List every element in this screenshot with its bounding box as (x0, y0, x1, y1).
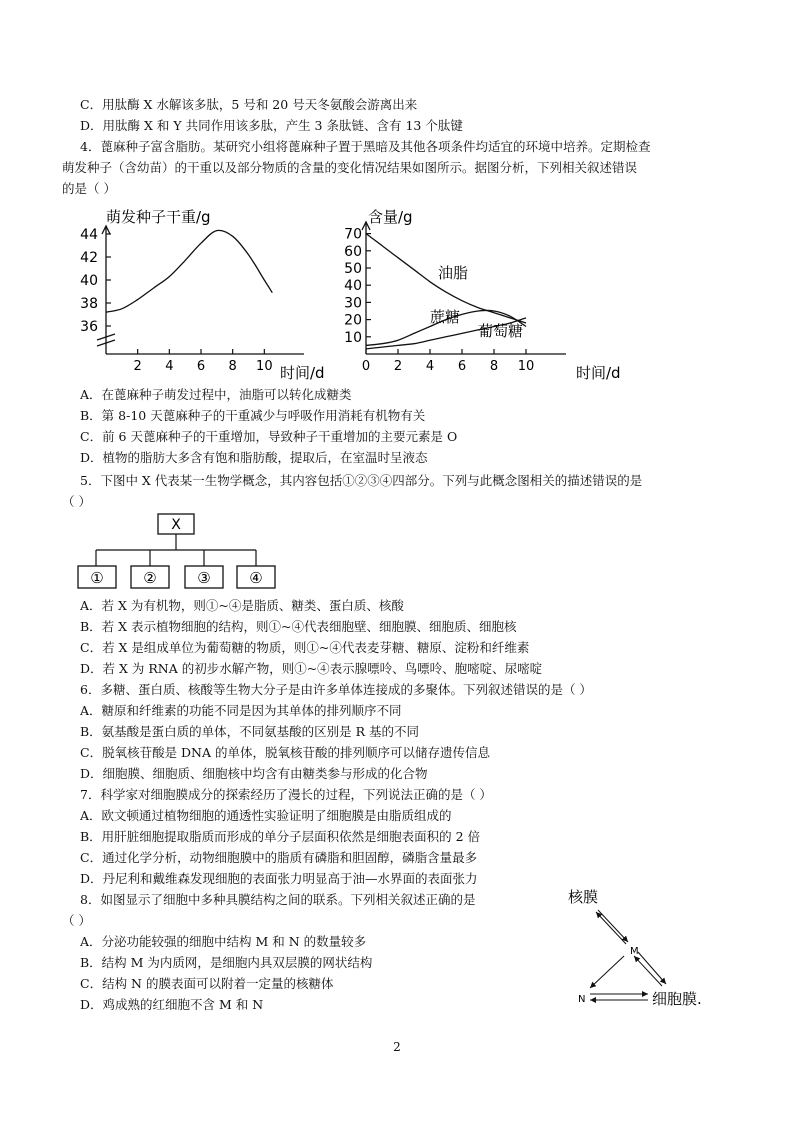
x-tick-label: 6 (457, 359, 467, 374)
text-line: D．鸡成熟的红细胞不含 M 和 N (80, 997, 264, 1012)
text-line: C．若 X 是组成单位为葡萄糖的物质，则①~④代表麦芽糖、糖原、淀粉和纤维素 (80, 640, 530, 655)
text-line: B．第 8-10 天蓖麻种子的干重减少与呼吸作用消耗有机物有关 (80, 408, 426, 423)
nucleus-membrane-label: 核膜 (568, 888, 599, 906)
y-tick-label: 38 (80, 296, 98, 312)
concept-child-label-1: ① (90, 569, 104, 587)
sucrose-series-label: 蔗糖 (430, 308, 461, 326)
text-line: 7．科学家对细胞膜成分的探索经历了漫长的过程，下列说法正确的是（ ） (80, 787, 492, 802)
concept-child-label-2: ② (143, 569, 157, 587)
y-tick-label: 10 (344, 329, 362, 346)
y-tick-label: 60 (344, 243, 362, 260)
text-line: （ ） (62, 913, 91, 928)
text-line: B．结构 M 为内质网，是细胞内具双层膜的网状结构 (80, 955, 373, 970)
text-line: D．植物的脂肪大多含有饱和脂肪酸，提取后，在室温时呈液态 (80, 450, 428, 465)
oil-series-label: 油脂 (438, 264, 469, 282)
x-tick-label: 10 (256, 359, 273, 374)
y-tick-label: 40 (344, 278, 362, 295)
text-line: B．氨基酸是蛋白质的单体，不同氨基酸的区别是 R 基的不同 (80, 724, 420, 739)
structure-m-label: M (630, 946, 639, 957)
text-line: D．细胞膜、细胞质、细胞核中均含有由糖类参与形成的化合物 (80, 766, 428, 781)
dry-weight-chart-ylabel: 萌发种子干重/g (106, 208, 211, 226)
text-line: 6．多糖、蛋白质、核酸等生物大分子是由许多单体连接成的多聚体。下列叙述错误的是（ ） (80, 682, 592, 697)
structure-n-label: N (578, 994, 586, 1005)
text-line: 的是（ ） (62, 181, 116, 196)
x-tick-label: 2 (133, 359, 142, 374)
text-line: C．脱氧核苷酸是 DNA 的单体，脱氧核苷酸的排列顺序可以储存遗传信息 (80, 745, 490, 760)
y-tick-label: 40 (80, 273, 98, 289)
y-tick-label: 36 (80, 319, 98, 335)
dry-weight-chart-xlabel: 时间/d (280, 364, 325, 382)
membrane-relation-diagram (560, 880, 720, 1015)
content-chart (340, 200, 640, 382)
text-line: 萌发种子（含幼苗）的干重以及部分物质的含量的变化情况结果如图所示。据图分析，下列相关叙述错误 (62, 160, 638, 175)
text-line: （ ） (62, 494, 91, 509)
text-line: A．糖原和纤维素的功能不同是因为其单体的排列顺序不同 (80, 703, 402, 718)
text-line: 8．如图显示了细胞中多种具膜结构之间的联系。下列相关叙述正确的是 (80, 892, 476, 907)
text-line: C．结构 N 的膜表面可以附着一定量的核糖体 (80, 976, 334, 991)
x-tick-label: 4 (425, 359, 435, 374)
y-tick-label: 20 (344, 312, 362, 329)
concept-map (70, 510, 310, 592)
text-line: D．丹尼利和戴维森发现细胞的表面张力明显高于油—水界面的表面张力 (80, 871, 478, 886)
content-chart-ylabel: 含量/g (368, 208, 413, 226)
text-line: A．欧文顿通过植物细胞的通透性实验证明了细胞膜是由脂质组成的 (80, 808, 452, 823)
text-line: A．若 X 为有机物，则①~④是脂质、糖类、蛋白质、核酸 (80, 598, 404, 613)
page-number: 2 (393, 1040, 401, 1054)
text-line: 5．下图中 X 代表某一生物学概念，其内容包括①②③④四部分。下列与此概念图相关的描述错误的是 (80, 473, 643, 488)
text-line: C．通过化学分析，动物细胞膜中的脂质有磷脂和胆固醇，磷脂含量最多 (80, 850, 478, 865)
x-tick-label: 10 (517, 359, 535, 374)
content-chart-xlabel: 时间/d (576, 364, 621, 382)
text-line: D．若 X 为 RNA 的初步水解产物，则①~④表示腺嘌呤、鸟嘌呤、胞嘧啶、尿嘧啶 (80, 661, 543, 676)
dry-weight-chart (70, 200, 360, 382)
text-line: A．在蓖麻种子萌发过程中，油脂可以转化成糖类 (80, 387, 352, 402)
text-line: B．用肝脏细胞提取脂质而形成的单分子层面积依然是细胞表面积的 2 倍 (80, 829, 481, 844)
text-line: B．若 X 表示植物细胞的结构，则①~④代表细胞壁、细胞膜、细胞质、细胞核 (80, 619, 517, 634)
glucose-series-label: 葡萄糖 (478, 322, 524, 340)
y-tick-label: 42 (80, 250, 98, 266)
cell-membrane-label: 细胞膜. (652, 990, 702, 1008)
text-line: C．前 6 天蓖麻种子的干重增加，导致种子干重增加的主要元素是 O (80, 429, 458, 444)
x-tick-label: 8 (228, 359, 237, 374)
x-tick-label: 2 (393, 359, 403, 374)
x-tick-label: 4 (165, 359, 174, 374)
text-line: A．分泌功能较强的细胞中结构 M 和 N 的数量较多 (80, 934, 367, 949)
dry-weight-series-line (106, 230, 272, 312)
text-line: D．用肽酶 X 和 Y 共同作用该多肽，产生 3 条肽链、含有 13 个肽键 (80, 118, 463, 133)
y-tick-label: 30 (344, 295, 362, 312)
text-line: C．用肽酶 X 水解该多肽，5 号和 20 号天冬氨酸会游离出来 (80, 97, 418, 112)
concept-root-label: X (171, 517, 181, 533)
text-line: 4．蓖麻种子富含脂肪。某研究小组将蓖麻种子置于黑暗及其他各项条件均适宜的环境中培养。定期检查 (80, 139, 651, 154)
concept-child-label-3: ③ (197, 569, 211, 587)
x-tick-label: 8 (489, 359, 499, 374)
x-tick-label: 0 (361, 359, 371, 374)
y-tick-label: 50 (344, 261, 362, 277)
y-tick-label: 70 (344, 226, 362, 243)
x-tick-label: 6 (196, 359, 206, 374)
concept-child-label-4: ④ (249, 569, 263, 587)
y-tick-label: 44 (80, 227, 98, 243)
